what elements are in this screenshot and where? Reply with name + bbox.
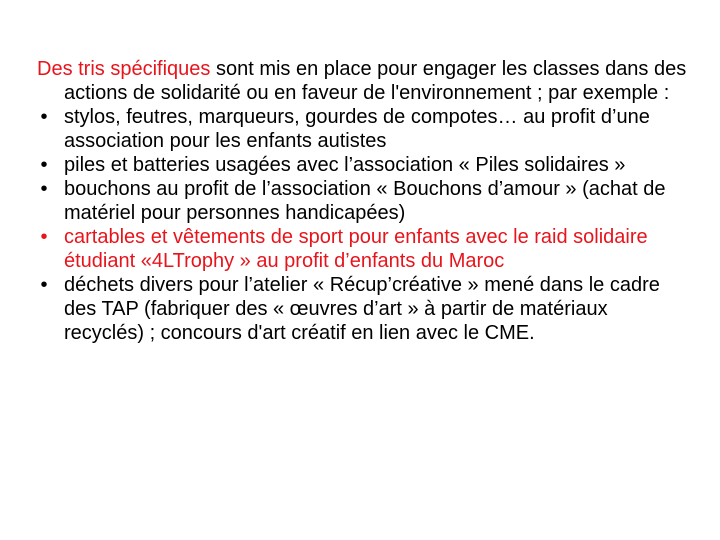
bullet-text: stylos, feutres, marqueurs, gourdes de compotes… au profit d’une association pour les enfants autistes <box>64 106 650 152</box>
intro-text: sont mis en place pour engager les classes dans des actions de solidarité ou en faveur de l'environnement ; par exemple : <box>64 58 687 104</box>
bullet-icon: • <box>40 106 48 128</box>
bullet-item-2 <box>37 153 687 177</box>
intro-paragraph <box>37 57 687 105</box>
bullet-text: déchets divers pour l’atelier « Récup’créative » mené dans le cadre des TAP (fabriquer des « œuvres d’art » à partir de matériaux recyclés) ; concours d'art créatif en lien avec le CME. <box>64 274 660 344</box>
bullet-text: cartables et vêtements de sport pour enfants avec le raid solidaire étudiant «4LTrophy » au profit d’enfants du Maroc <box>64 226 648 272</box>
intro-highlight: Des tris spécifiques <box>37 58 211 80</box>
bullet-icon: • <box>40 226 48 248</box>
bullet-text: bouchons au profit de l’association « Bouchons d’amour » (achat de matériel pour personnes handicapées) <box>64 178 666 224</box>
bullet-icon: • <box>40 178 48 200</box>
bullet-item-1 <box>37 105 687 153</box>
bullet-text: piles et batteries usagées avec l’association « Piles solidaires » <box>64 154 626 176</box>
bullet-icon: • <box>40 154 48 176</box>
bullet-item-4 <box>37 225 687 273</box>
bullet-icon: • <box>40 274 48 296</box>
bullet-list <box>37 105 687 345</box>
slide-content <box>37 57 687 345</box>
bullet-item-3 <box>37 177 687 225</box>
bullet-item-5 <box>37 273 687 345</box>
